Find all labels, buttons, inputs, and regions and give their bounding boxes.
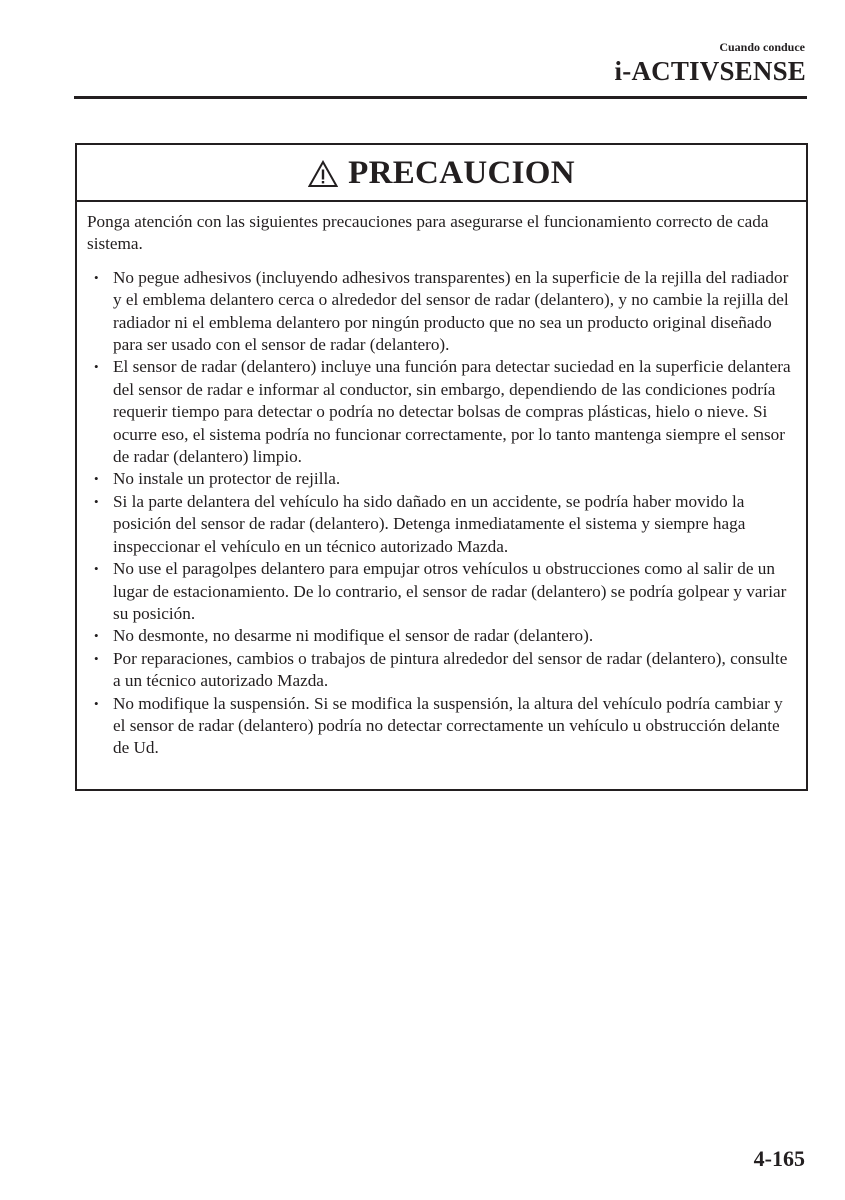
list-item: • No pegue adhesivos (incluyendo adhesivos transparentes) en la superficie de la rejilla del radiador y el emblema delantero cerca o alrededor del sensor de radar (delantero), y no cambie la rejilla del radiador ni el emblema delantero por ningún producto que no sea un producto original diseñado para ser usado con el sensor de radar (delantero). bbox=[94, 267, 789, 355]
list-item: • No desmonte, no desarme ni modifique el sensor de radar (delantero). bbox=[87, 625, 796, 647]
bullet-icon: • bbox=[94, 269, 99, 285]
caution-header bbox=[77, 145, 806, 202]
bullet-icon: • bbox=[94, 695, 99, 711]
bullet-icon: • bbox=[94, 359, 99, 375]
list-item: • No use el paragolpes delantero para empujar otros vehículos u obstrucciones como al salir de un lugar de estacionamiento. De lo contrario, el sensor de radar (delantero) se podría golpear y variar su posición. bbox=[94, 559, 787, 623]
caution-title: PRECAUCION bbox=[348, 154, 575, 191]
caution-box bbox=[75, 143, 808, 791]
list-item: • El sensor de radar (delantero) incluye una función para detectar suciedad en la superficie delantera del sensor de radar e informar al conductor, sin embargo, dependiendo de las condiciones podría requerir tiempo para detectar o podría no detectar bolsas de compras plásticas, hielo o nieve. Si ocurre eso, el sistema podría no funcionar correctamente, por lo tanto mantenga siempre el sensor de radar (delantero) limpio. bbox=[94, 357, 791, 467]
caution-body bbox=[77, 202, 806, 760]
caution-list bbox=[87, 267, 796, 760]
bullet-icon: • bbox=[94, 561, 99, 577]
list-item: • Si la parte delantera del vehículo ha sido dañado en un accidente, se podría haber movido la posición del sensor de radar (delantero). Detenga inmediatamente el sistema y siempre haga inspeccionar el vehículo en un técnico autorizado Mazda. bbox=[94, 491, 746, 556]
bullet-icon: • bbox=[94, 493, 99, 509]
bullet-icon: • bbox=[94, 471, 99, 487]
section-heading: Cuando conduce bbox=[719, 40, 805, 54]
caution-intro: Ponga atención con las siguientes precauciones para asegurarse el funcionamiento correcto de cada sistema. bbox=[87, 212, 769, 254]
list-item: • No modifique la suspensión. Si se modifica la suspensión, la altura del vehículo podría cambiar y el sensor de radar (delantero) podría no detectar correctamente un vehículo u obstrucción delante de Ud. bbox=[94, 693, 783, 758]
chapter-title: i-ACTIVSENSE bbox=[614, 56, 806, 86]
bullet-icon: • bbox=[94, 628, 99, 644]
header-divider bbox=[74, 96, 807, 99]
bullet-icon: • bbox=[94, 650, 99, 666]
list-item: • No instale un protector de rejilla. bbox=[87, 468, 796, 490]
list-item: • Por reparaciones, cambios o trabajos de pintura alrededor del sensor de radar (delantero), consulte a un técnico autorizado Mazda. bbox=[94, 648, 788, 691]
page-number: 4-165 bbox=[753, 1146, 805, 1171]
warning-triangle-icon bbox=[308, 160, 338, 188]
